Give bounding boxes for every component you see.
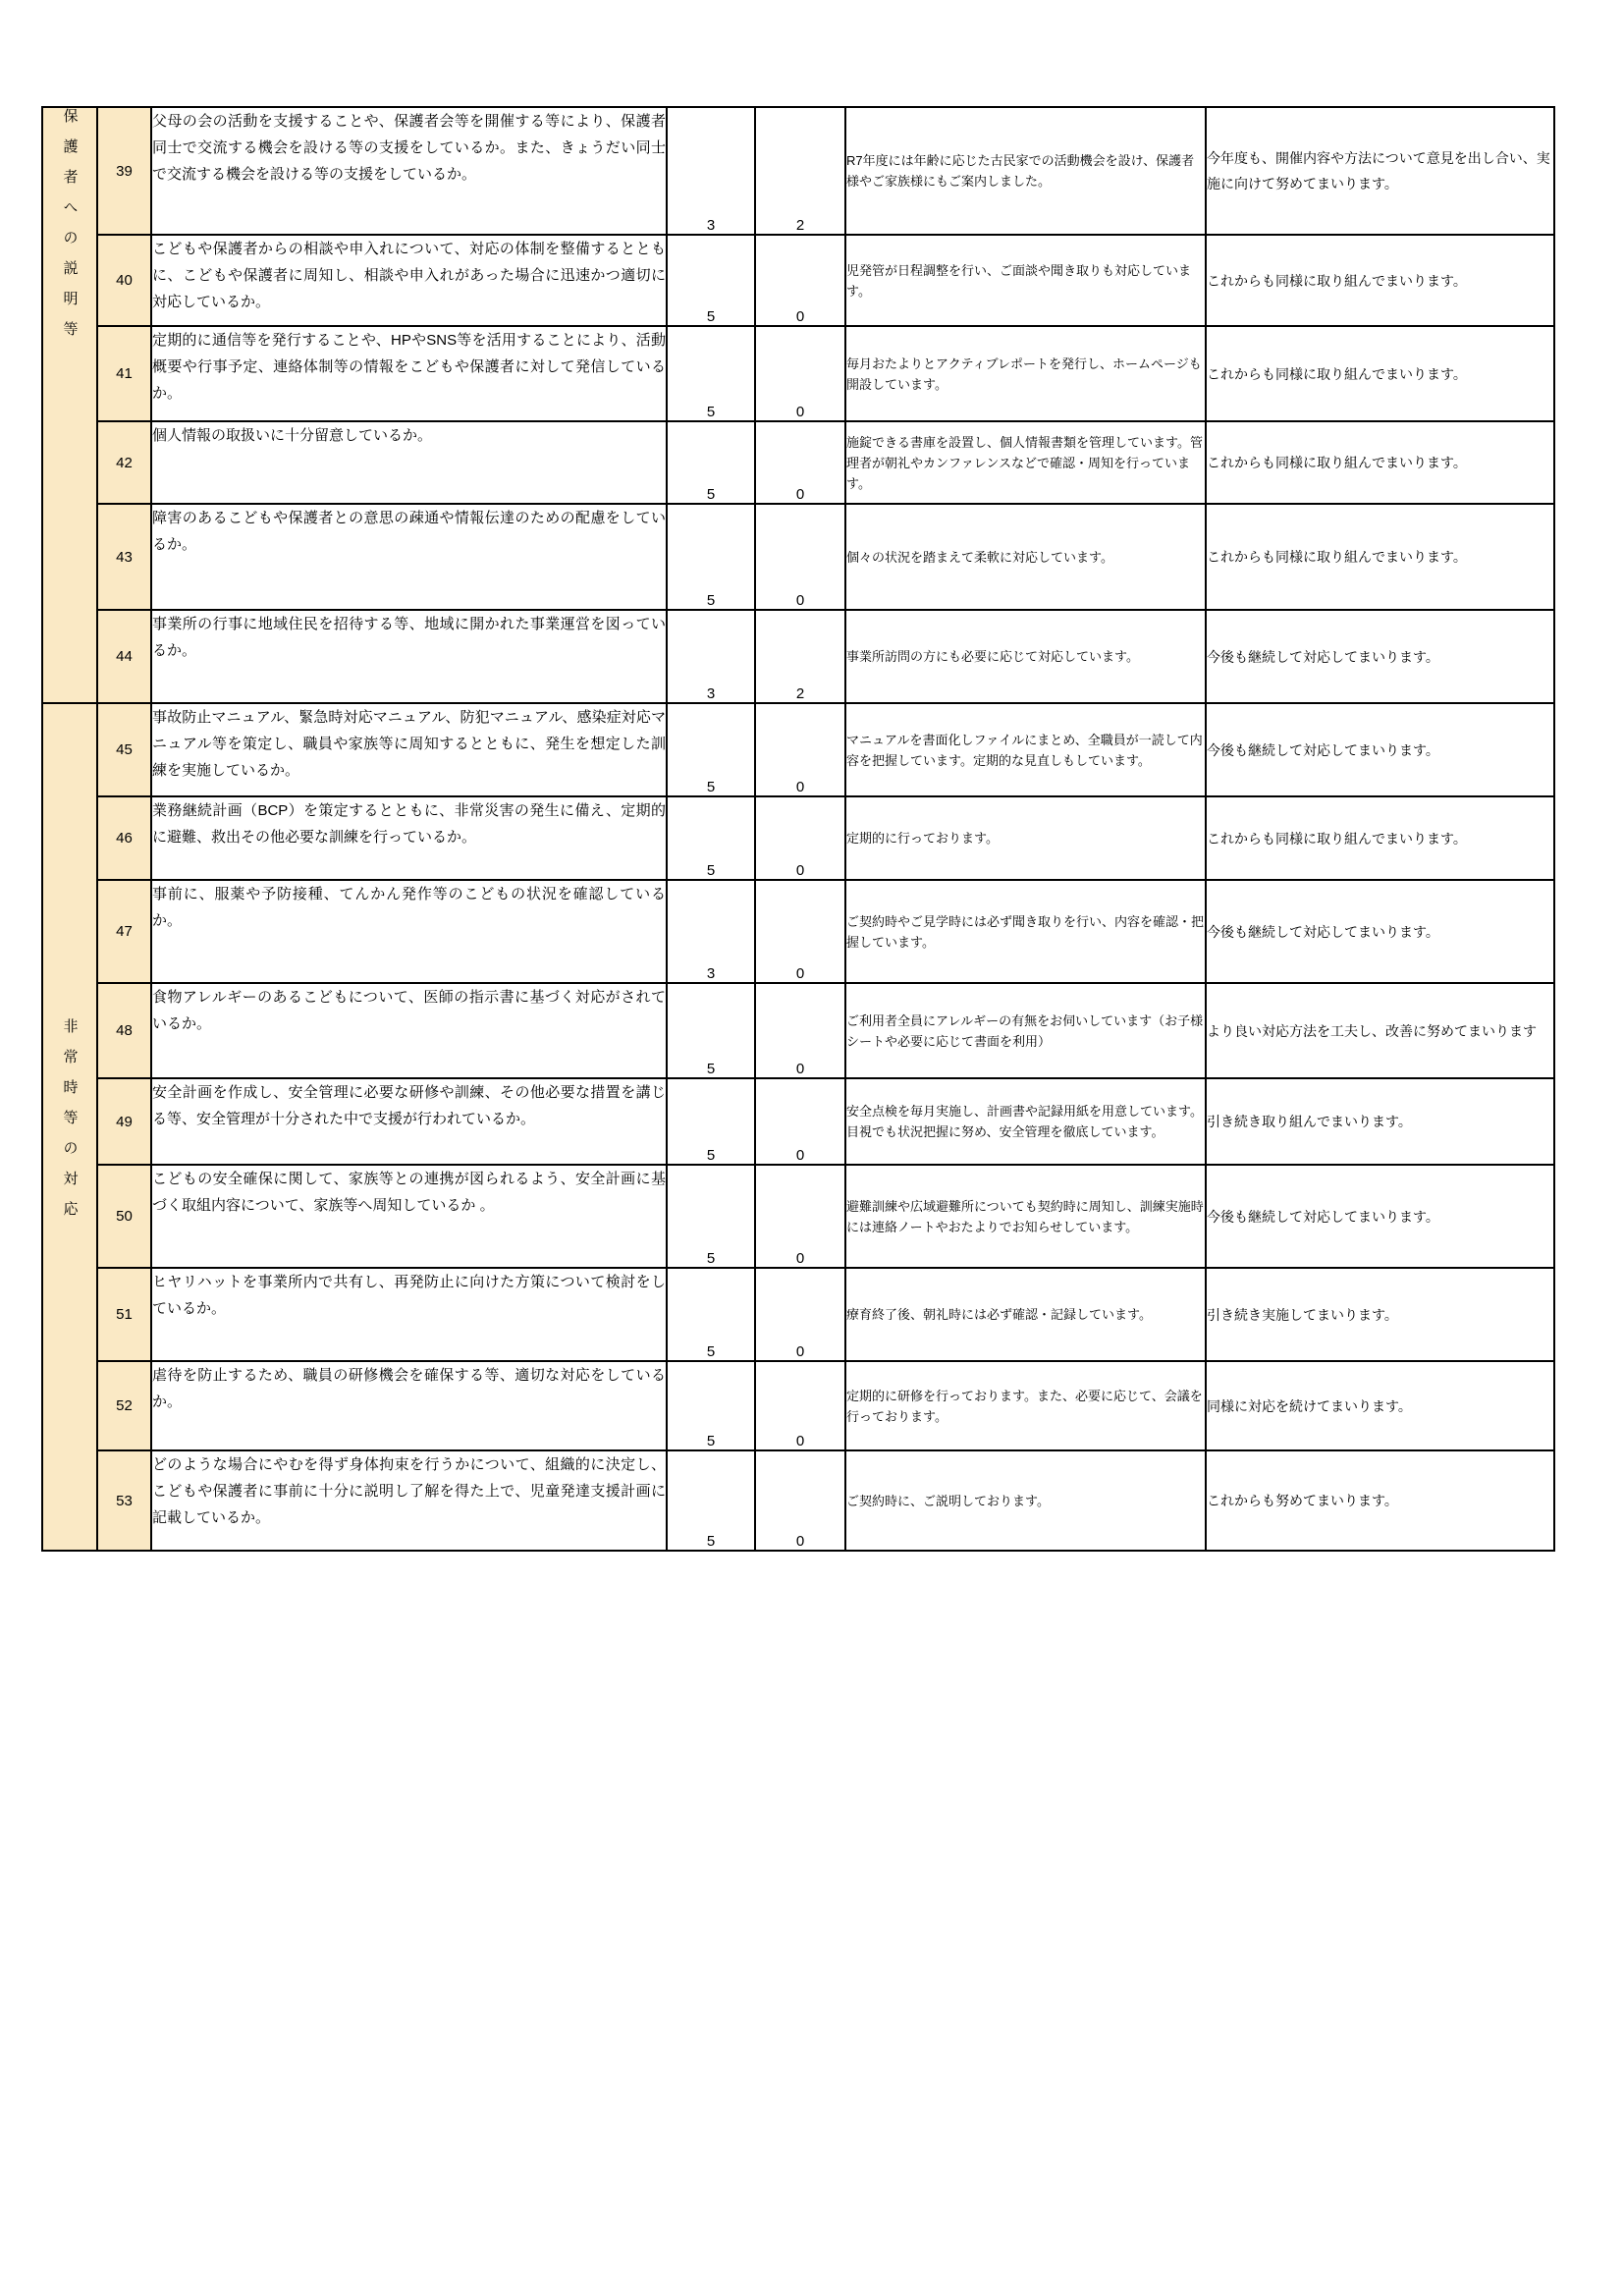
row-number-cell: 52 <box>97 1361 151 1450</box>
self-score-cell: 5 <box>667 1450 755 1551</box>
question-text-cell: 業務継続計画（BCP）を策定するとともに、非常災害の発生に備え、定期的に避難、救出その他必要な訓練を行っているか。 <box>151 796 667 880</box>
improvement-plan-cell: 同様に対応を続けてまいります。 <box>1206 1361 1554 1450</box>
self-score-cell: 5 <box>667 1165 755 1268</box>
question-text-cell: こどもの安全確保に関して、家族等との連携が図られるよう、安全計画に基づく取組内容について、家族等へ周知しているか 。 <box>151 1165 667 1268</box>
question-text-cell: 事前に、服薬や予防接種、てんかん発作等のこどもの状況を確認しているか。 <box>151 880 667 983</box>
table-row <box>42 504 1554 610</box>
self-score-cell: 5 <box>667 796 755 880</box>
self-score-cell: 5 <box>667 504 755 610</box>
gap-score-cell: 0 <box>755 504 845 610</box>
improvement-plan-cell: 今年度も、開催内容や方法について意見を出し合い、実施に向けて努めてまいります。 <box>1206 107 1554 235</box>
improvement-plan-cell: 今後も継続して対応してまいります。 <box>1206 703 1554 796</box>
comment-cell: 個々の状況を踏まえて柔軟に対応しています。 <box>845 504 1206 610</box>
gap-score-cell: 0 <box>755 1165 845 1268</box>
gap-score-cell: 2 <box>755 610 845 703</box>
question-text-cell: 障害のあるこどもや保護者との意思の疎通や情報伝達のための配慮をしているか。 <box>151 504 667 610</box>
comment-cell: 定期的に行っております。 <box>845 796 1206 880</box>
self-score-cell: 5 <box>667 235 755 326</box>
improvement-plan-cell: 今後も継続して対応してまいります。 <box>1206 1165 1554 1268</box>
table-row <box>42 1268 1554 1361</box>
question-text-cell: 事故防止マニュアル、緊急時対応マニュアル、防犯マニュアル、感染症対応マニュアル等を策定し、職員や家族等に周知するとともに、発生を想定した訓練を実施しているか。 <box>151 703 667 796</box>
row-number-cell: 48 <box>97 983 151 1078</box>
question-text-cell: どのような場合にやむを得ず身体拘束を行うかについて、組織的に決定し、こどもや保護者に事前に十分に説明し了解を得た上で、児童発達支援計画に記載しているか。 <box>151 1450 667 1551</box>
comment-cell: R7年度には年齢に応じた古民家での活動機会を設け、保護者様やご家族様にもご案内しました。 <box>845 107 1206 235</box>
comment-cell: 定期的に研修を行っております。また、必要に応じて、会議を行っております。 <box>845 1361 1206 1450</box>
gap-score-cell: 0 <box>755 796 845 880</box>
row-number-cell: 53 <box>97 1450 151 1551</box>
row-number-cell: 41 <box>97 326 151 421</box>
table-row <box>42 1165 1554 1268</box>
improvement-plan-cell: 今後も継続して対応してまいります。 <box>1206 880 1554 983</box>
question-text-cell: 安全計画を作成し、安全管理に必要な研修や訓練、その他必要な措置を講じる等、安全管理が十分された中で支援が行われているか。 <box>151 1078 667 1165</box>
improvement-plan-cell: 引き続き取り組んでまいります。 <box>1206 1078 1554 1165</box>
comment-cell: 児発管が日程調整を行い、ご面談や聞き取りも対応しています。 <box>845 235 1206 326</box>
self-score-cell: 5 <box>667 1268 755 1361</box>
self-score-cell: 5 <box>667 1078 755 1165</box>
comment-cell: 避難訓練や広域避難所についても契約時に周知し、訓練実施時には連絡ノートやおたよりでお知らせしています。 <box>845 1165 1206 1268</box>
improvement-plan-cell: これからも同様に取り組んでまいります。 <box>1206 796 1554 880</box>
question-text-cell: 定期的に通信等を発行することや、HPやSNS等を活用することにより、活動概要や行事予定、連絡体制等の情報をこどもや保護者に対して発信しているか。 <box>151 326 667 421</box>
gap-score-cell: 0 <box>755 1268 845 1361</box>
table-row <box>42 610 1554 703</box>
gap-score-cell: 0 <box>755 1450 845 1551</box>
comment-cell: 事業所訪問の方にも必要に応じて対応しています。 <box>845 610 1206 703</box>
improvement-plan-cell: これからも努めてまいります。 <box>1206 1450 1554 1551</box>
improvement-plan-cell: これからも同様に取り組んでまいります。 <box>1206 421 1554 504</box>
row-number-cell: 40 <box>97 235 151 326</box>
question-text-cell: 虐待を防止するため、職員の研修機会を確保する等、適切な対応をしているか。 <box>151 1361 667 1450</box>
table-row <box>42 107 1554 235</box>
table-row <box>42 880 1554 983</box>
comment-cell: ご契約時に、ご説明しております。 <box>845 1450 1206 1551</box>
section-category-cell <box>42 107 97 703</box>
question-text-cell: 父母の会の活動を支援することや、保護者会等を開催する等により、保護者同士で交流する機会を設ける等の支援をしているか。また、きょうだい同士で交流する機会を設ける等の支援をしているか。 <box>151 107 667 235</box>
table-row <box>42 796 1554 880</box>
self-score-cell: 5 <box>667 326 755 421</box>
comment-cell: ご契約時やご見学時には必ず聞き取りを行い、内容を確認・把握しています。 <box>845 880 1206 983</box>
row-number-cell: 45 <box>97 703 151 796</box>
comment-cell: 安全点検を毎月実施し、計画書や記録用紙を用意しています。目視でも状況把握に努め、安全管理を徹底しています。 <box>845 1078 1206 1165</box>
self-score-cell: 3 <box>667 107 755 235</box>
row-number-cell: 44 <box>97 610 151 703</box>
gap-score-cell: 0 <box>755 983 845 1078</box>
section-category-label: 非常時等の対応 <box>61 1017 79 1231</box>
gap-score-cell: 0 <box>755 235 845 326</box>
row-number-cell: 39 <box>97 107 151 235</box>
gap-score-cell: 0 <box>755 703 845 796</box>
self-score-cell: 5 <box>667 983 755 1078</box>
row-number-cell: 50 <box>97 1165 151 1268</box>
comment-cell: マニュアルを書面化しファイルにまとめ、全職員が一読して内容を把握しています。定期的な見直しもしています。 <box>845 703 1206 796</box>
comment-cell: ご利用者全員にアレルギーの有無をお伺いしています（お子様シートや必要に応じて書面を利用） <box>845 983 1206 1078</box>
self-score-cell: 3 <box>667 880 755 983</box>
question-text-cell: ヒヤリハットを事業所内で共有し、再発防止に向けた方策について検討をしているか。 <box>151 1268 667 1361</box>
comment-cell: 毎月おたよりとアクティブレポートを発行し、ホームページも開設しています。 <box>845 326 1206 421</box>
section-category-cell <box>42 703 97 1551</box>
row-number-cell: 46 <box>97 796 151 880</box>
section-category-label: 保護者への説明等 <box>61 108 79 352</box>
table-row <box>42 235 1554 326</box>
self-score-cell: 5 <box>667 421 755 504</box>
gap-score-cell: 0 <box>755 1361 845 1450</box>
improvement-plan-cell: これからも同様に取り組んでまいります。 <box>1206 504 1554 610</box>
improvement-plan-cell: 引き続き実施してまいります。 <box>1206 1268 1554 1361</box>
table-row <box>42 326 1554 421</box>
question-text-cell: こどもや保護者からの相談や申入れについて、対応の体制を整備するとともに、こどもや保護者に周知し、相談や申入れがあった場合に迅速かつ適切に対応しているか。 <box>151 235 667 326</box>
gap-score-cell: 2 <box>755 107 845 235</box>
evaluation-table <box>41 106 1555 1552</box>
question-text-cell: 個人情報の取扱いに十分留意しているか。 <box>151 421 667 504</box>
table-row <box>42 983 1554 1078</box>
improvement-plan-cell: より良い対応方法を工夫し、改善に努めてまいります <box>1206 983 1554 1078</box>
row-number-cell: 47 <box>97 880 151 983</box>
improvement-plan-cell: 今後も継続して対応してまいります。 <box>1206 610 1554 703</box>
gap-score-cell: 0 <box>755 421 845 504</box>
comment-cell: 療育終了後、朝礼時には必ず確認・記録しています。 <box>845 1268 1206 1361</box>
table-row <box>42 703 1554 796</box>
question-text-cell: 食物アレルギーのあるこどもについて、医師の指示書に基づく対応がされているか。 <box>151 983 667 1078</box>
row-number-cell: 42 <box>97 421 151 504</box>
comment-cell: 施錠できる書庫を設置し、個人情報書類を管理しています。管理者が朝礼やカンファレンスなどで確認・周知を行っています。 <box>845 421 1206 504</box>
self-score-cell: 5 <box>667 1361 755 1450</box>
gap-score-cell: 0 <box>755 1078 845 1165</box>
improvement-plan-cell: これからも同様に取り組んでまいります。 <box>1206 235 1554 326</box>
table-row <box>42 1450 1554 1551</box>
gap-score-cell: 0 <box>755 326 845 421</box>
improvement-plan-cell: これからも同様に取り組んでまいります。 <box>1206 326 1554 421</box>
table-row <box>42 421 1554 504</box>
question-text-cell: 事業所の行事に地域住民を招待する等、地域に開かれた事業運営を図っているか。 <box>151 610 667 703</box>
gap-score-cell: 0 <box>755 880 845 983</box>
table-row <box>42 1078 1554 1165</box>
table-row <box>42 1361 1554 1450</box>
self-score-cell: 5 <box>667 703 755 796</box>
self-score-cell: 3 <box>667 610 755 703</box>
row-number-cell: 49 <box>97 1078 151 1165</box>
row-number-cell: 43 <box>97 504 151 610</box>
row-number-cell: 51 <box>97 1268 151 1361</box>
